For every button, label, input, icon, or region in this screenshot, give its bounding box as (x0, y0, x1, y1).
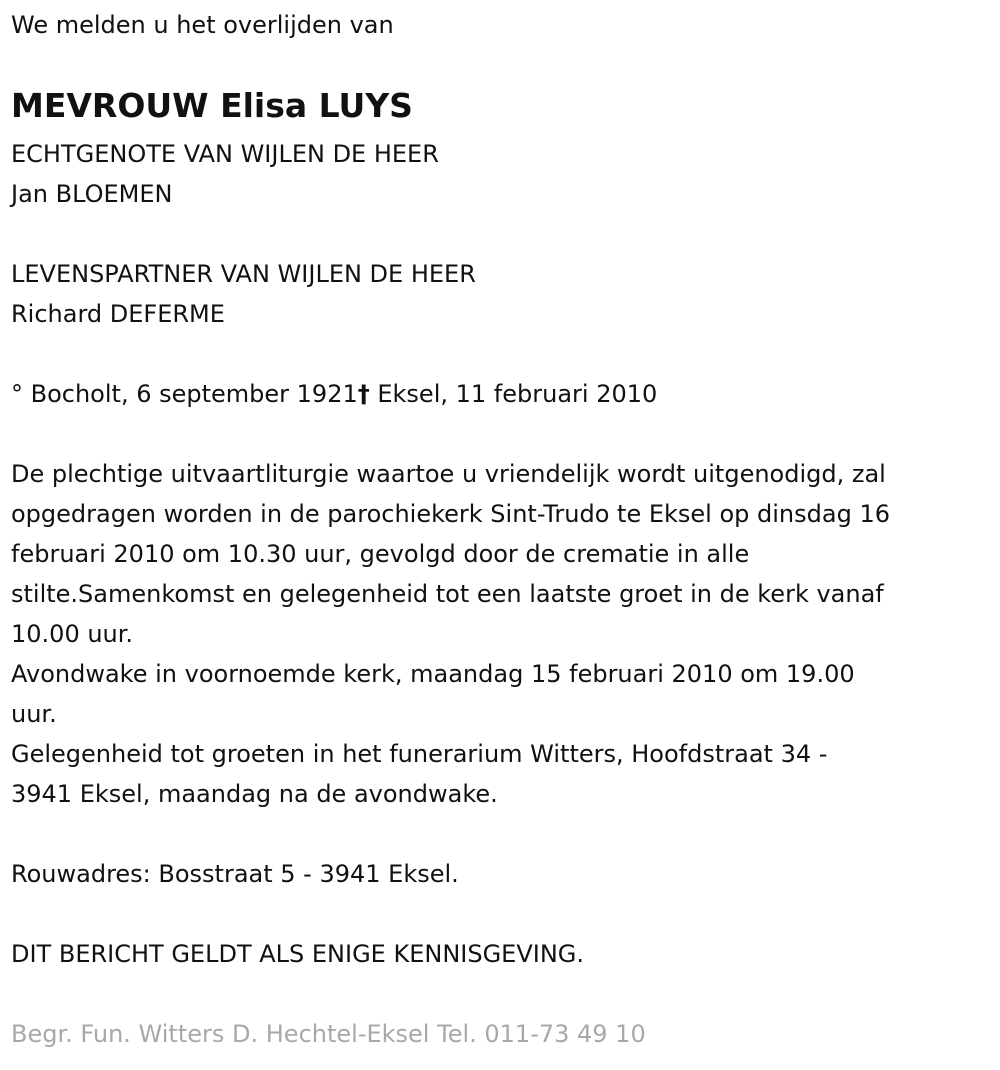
ceremony-block (11, 454, 993, 814)
birth-date: ° Bocholt, 6 september 1921 (11, 380, 358, 408)
partner-block (11, 254, 476, 334)
ceremony-line: uur. (11, 700, 57, 728)
ceremony-line: 3941 Eksel, maandag na de avondwake. (11, 780, 498, 808)
ceremony-line: De plechtige uitvaartliturgie waartoe u vriendelijk wordt uitgenodigd, zal (11, 460, 886, 488)
ceremony-line: opgedragen worden in de parochiekerk Sint-Trudo te Eksel op dinsdag 16 (11, 500, 890, 528)
notice-block (11, 934, 584, 974)
cross-icon: † (357, 380, 370, 408)
intro-text: We melden u het overlijden van (11, 11, 394, 39)
ceremony-line: Avondwake in voornoemde kerk, maandag 15 februari 2010 om 19.00 (11, 660, 855, 688)
ceremony-line: 10.00 uur. (11, 620, 134, 648)
dates-line (11, 374, 657, 414)
death-date: Eksel, 11 februari 2010 (369, 380, 658, 408)
ceremony-line: stilte.Samenkomst en gelegenheid tot een laatste groet in de kerk vanaf (11, 580, 884, 608)
partner-relation: LEVENSPARTNER VAN WIJLEN DE HEER (11, 260, 476, 288)
ceremony-line: februari 2010 om 10.30 uur, gevolgd door de crematie in alle (11, 540, 750, 568)
dates-block (11, 374, 657, 414)
spouse-block (11, 134, 439, 214)
address-block (11, 854, 459, 894)
notice-text: DIT BERICHT GELDT ALS ENIGE KENNISGEVING. (11, 940, 585, 968)
funeral-home-footer: Begr. Fun. Witters D. Hechtel-Eksel Tel. 011-73 49 10 (11, 1020, 646, 1048)
mourning-address: Rouwadres: Bosstraat 5 - 3941 Eksel. (11, 860, 459, 888)
deceased-name: MEVROUW Elisa LUYS (11, 86, 413, 125)
spouse-name: Jan BLOEMEN (11, 180, 173, 208)
spouse-relation: ECHTGENOTE VAN WIJLEN DE HEER (11, 140, 439, 168)
partner-name: Richard DEFERME (11, 300, 225, 328)
ceremony-line: Gelegenheid tot groeten in het funerarium Witters, Hoofdstraat 34 - (11, 740, 828, 768)
